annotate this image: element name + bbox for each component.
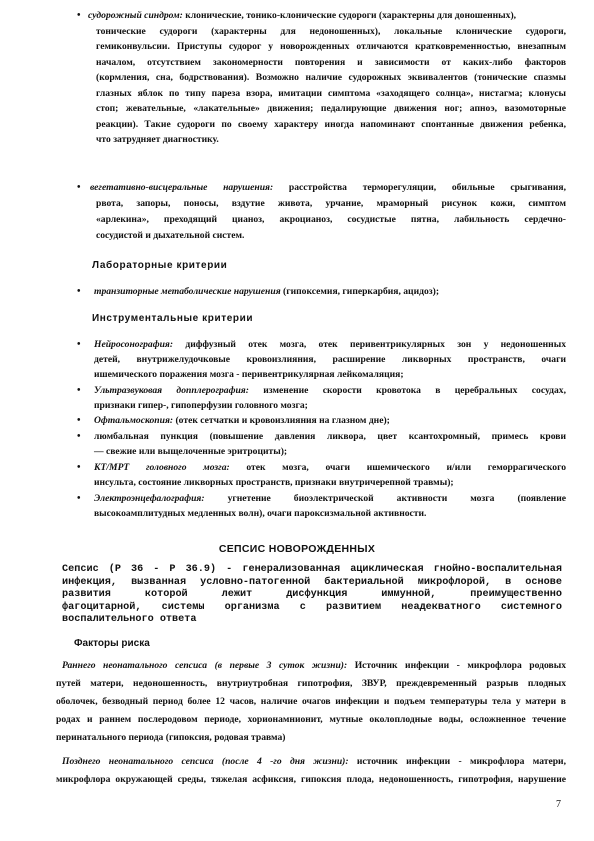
text-line: перинатального периода (гипоксия, родовая травма) bbox=[56, 732, 286, 743]
bullet: • bbox=[77, 182, 81, 193]
text-line: рвота, запоры, поносы, вздутие живота, урчание, мраморный рисунок кожи, симптом bbox=[96, 198, 566, 209]
text-line: (отек сетчатки и кровоизлияния на глазном дне); bbox=[173, 415, 390, 426]
text-line: глазных яблок по типу пареза взора, имитации симптома «заходящего солнца», нистагма; клонусы bbox=[96, 87, 566, 99]
text-line: оболочек, безводный период более 12 часов, наличие очагов инфекции и подъем температуры тела у матери в bbox=[56, 696, 566, 707]
bullet: • bbox=[77, 493, 81, 504]
text-line: изменение скорости кровотока в церебральных сосудах, bbox=[248, 385, 566, 396]
sepsis-definition-line: воспалительного ответа bbox=[62, 614, 197, 625]
instr-item-doppler bbox=[94, 383, 566, 398]
late-sepsis-paragraph bbox=[62, 754, 566, 769]
bullet: • bbox=[77, 431, 81, 442]
text-line: (гипоксемия, гиперкарбия, ацидоз); bbox=[280, 286, 440, 297]
text-line: ишемического поражения мозга - перивентрикулярная лейкомаляция; bbox=[94, 369, 404, 380]
instrumental-criteria-heading: Инструментальные критерии bbox=[92, 313, 254, 324]
instr-item-ct-mri bbox=[94, 460, 566, 475]
term: Ультразвуковая допплерография: bbox=[94, 385, 249, 396]
instr-item-lumbar-puncture: люмбальная пункция (повышение давления ликвора, цвет ксантохромный, примесь крови bbox=[94, 431, 566, 442]
text-line: — свежие или выщелоченные эритроциты); bbox=[94, 446, 288, 457]
sepsis-definition-line: Сепсис (Р 36 - Р 36.9) - генерализованная ациклическая гнойно-воспалительная bbox=[62, 564, 562, 575]
lab-criteria-heading: Лабораторные критерии bbox=[92, 260, 228, 271]
text-line: Источник инфекции - микрофлора родовых bbox=[347, 660, 567, 671]
text-line: сосудистой и дыхательной систем. bbox=[96, 230, 245, 241]
lab-criteria-item bbox=[94, 284, 566, 299]
bullet: • bbox=[77, 415, 81, 426]
text-line: диффузный отек мозга, отек перивентрикулярных зон у недоношенных bbox=[173, 339, 566, 350]
text-line: признаки гипер-, гипоперфузии головного мозга; bbox=[94, 400, 308, 411]
text-line: началом, отсутствием закономерности повторения и зависимости от каких-либо факторов bbox=[96, 56, 566, 68]
bullet: • bbox=[77, 462, 81, 473]
text-line: расстройства терморегуляции, обильные срыгивания, bbox=[273, 182, 566, 193]
term: Нейросонография: bbox=[94, 339, 174, 350]
bullet: • bbox=[77, 10, 81, 21]
term: судорожный синдром: bbox=[88, 10, 183, 21]
term: Электроэнцефалография: bbox=[94, 493, 205, 504]
text-line: что затрудняет диагностику. bbox=[96, 134, 219, 145]
text-line: источник инфекции - микрофлора матери, bbox=[348, 756, 566, 767]
text-line: угнетение биоэлектрической активности мозга (появление bbox=[204, 493, 566, 504]
risk-factors-heading: Факторы риска bbox=[74, 638, 150, 649]
term: Офтальмоскопия: bbox=[94, 415, 174, 426]
term: Раннего неонатального сепсиса (в первые 3 суток жизни): bbox=[62, 660, 348, 671]
text-line: отек мозга, очаги ишемического и/или геморрагического bbox=[229, 462, 566, 473]
text-line: реакции). Такие судороги по своему характеру иногда напоминают спонтанные движения ребенка, bbox=[96, 118, 566, 130]
text-line: инсульта, состояние ликворных пространств, признаки внутричерепной травмы); bbox=[94, 477, 454, 488]
text-line: клонические, тонико-клонические судороги (характерны для доношенных), bbox=[182, 10, 517, 21]
bullet: • bbox=[77, 286, 81, 297]
term: вегетативно-висцеральные нарушения: bbox=[90, 182, 274, 193]
autonomic-disorders-paragraph bbox=[90, 180, 566, 195]
sepsis-definition-line: развития которой лежит дисфункция иммунной, преимущественно bbox=[62, 589, 562, 600]
sepsis-definition-line: инфекция, вызванная условно-патогенной бактериальной микрофлорой, в основе bbox=[62, 576, 562, 588]
text-line: детей, внутрижелудочковые кровоизлияния, расширение ликворных пространств, очаги bbox=[94, 354, 566, 365]
early-sepsis-paragraph bbox=[62, 658, 566, 673]
term: КТ/МРТ головного мозга: bbox=[94, 462, 230, 473]
bullet: • bbox=[77, 385, 81, 396]
text-line: (кормления, сна, бодрствования). Возможно наличие судорожных эквивалентов (тонические спазмы bbox=[96, 72, 566, 83]
section-title: СЕПСИС НОВОРОЖДЕННЫХ bbox=[218, 543, 376, 555]
text-line: путей матери, недоношенность, внутриутробная гипотрофия, ЗВУР, преждевременный разрыв плодных bbox=[56, 678, 566, 689]
seizure-syndrome-paragraph bbox=[88, 8, 566, 23]
text-line: родах и раннем послеродовом периоде, хорионамнионит, мутные околоплодные воды, осложненное течение bbox=[56, 714, 566, 725]
text-line: высокоамплитудных медленных волн), очаги пароксизмальной активности. bbox=[94, 508, 427, 519]
term: Позднего неонатального сепсиса (после 4 -го дня жизни): bbox=[62, 756, 349, 767]
instr-item-neurosonography bbox=[94, 337, 566, 352]
bullet: • bbox=[77, 339, 81, 350]
instr-item-ophthalmoscopy bbox=[94, 413, 566, 428]
text-line: гемиконвульсии. Приступы судорог у новорожденных отличаются кратковременностью, внезапным bbox=[96, 41, 566, 52]
term: транзиторные метаболические нарушения bbox=[94, 286, 281, 297]
page-number: 7 bbox=[556, 799, 561, 810]
instr-item-eeg bbox=[94, 491, 566, 506]
sepsis-definition-line: фагоцитарной, системы организма с развитием неадекватного системного bbox=[62, 601, 562, 613]
text-line: стоп; жевательные, «лакательные» движения; педалирующие движения ног; апноэ, вазомоторные bbox=[96, 103, 566, 114]
text-line: тонические судороги (характерны для недоношенных), локальные клонические судороги, bbox=[96, 25, 566, 37]
text-line: «арлекина», преходящий цианоз, акроцианоз, сосудистые пятна, лабильность сердечно- bbox=[96, 214, 566, 225]
text-line: микрофлора окружающей среды, тяжелая асфиксия, гипоксия плода, недоношенность, гипотрофия, нарушение bbox=[56, 774, 566, 785]
